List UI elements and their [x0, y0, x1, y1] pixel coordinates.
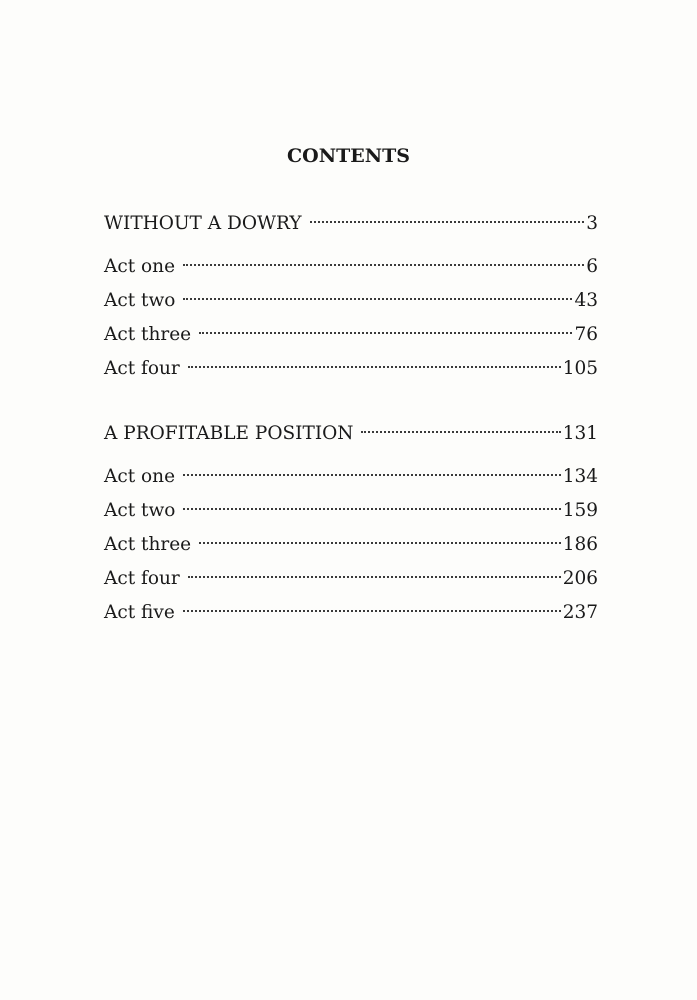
toc-page-number: 237 [562, 602, 598, 623]
toc-entry-label: Act four [104, 568, 180, 589]
toc-entry[interactable] [104, 352, 598, 386]
toc-section-without-a-dowry [104, 210, 598, 386]
toc-heading-row[interactable] [104, 210, 598, 250]
toc-page-number: 43 [574, 290, 598, 311]
dot-leader [183, 264, 584, 266]
toc-entry-label: Act four [104, 358, 180, 379]
dot-leader [361, 431, 560, 433]
toc-entry[interactable] [104, 562, 598, 596]
toc-page-number: 134 [562, 466, 598, 487]
page-title: CONTENTS [287, 145, 410, 167]
toc-page-number: 105 [562, 358, 598, 379]
toc-section-a-profitable-position [104, 420, 598, 630]
toc-entry-label: Act one [104, 466, 176, 487]
toc-entry[interactable] [104, 250, 598, 284]
toc-heading-row[interactable] [104, 420, 598, 460]
toc-entry[interactable] [104, 460, 598, 494]
toc-entry[interactable] [104, 596, 598, 630]
dot-leader [183, 298, 572, 300]
toc-heading-label: WITHOUT A DOWRY [104, 213, 302, 234]
dot-leader [199, 332, 572, 334]
toc-page-number: 206 [562, 568, 598, 589]
toc-page-number: 3 [586, 213, 598, 234]
dot-leader [188, 366, 561, 368]
toc-heading-label: A PROFITABLE POSITION [104, 423, 354, 444]
toc-entry[interactable] [104, 528, 598, 562]
table-of-contents [104, 210, 598, 664]
dot-leader [183, 610, 561, 612]
toc-page-number: 6 [586, 256, 598, 277]
toc-entry[interactable] [104, 318, 598, 352]
dot-leader [188, 576, 561, 578]
dot-leader [199, 542, 561, 544]
toc-entry-label: Act two [104, 500, 176, 521]
dot-leader [183, 474, 561, 476]
toc-entry-label: Act three [104, 324, 192, 345]
toc-entry-label: Act three [104, 534, 192, 555]
toc-page-number: 186 [562, 534, 598, 555]
dot-leader [183, 508, 560, 510]
toc-entry-label: Act two [104, 290, 176, 311]
toc-entry-label: Act five [104, 602, 175, 623]
toc-page-number: 131 [562, 423, 598, 444]
toc-page-number: 76 [574, 324, 598, 345]
toc-entry-label: Act one [104, 256, 176, 277]
toc-entry[interactable] [104, 494, 598, 528]
toc-page-number: 159 [562, 500, 598, 521]
toc-entry[interactable] [104, 284, 598, 318]
dot-leader [310, 221, 585, 223]
